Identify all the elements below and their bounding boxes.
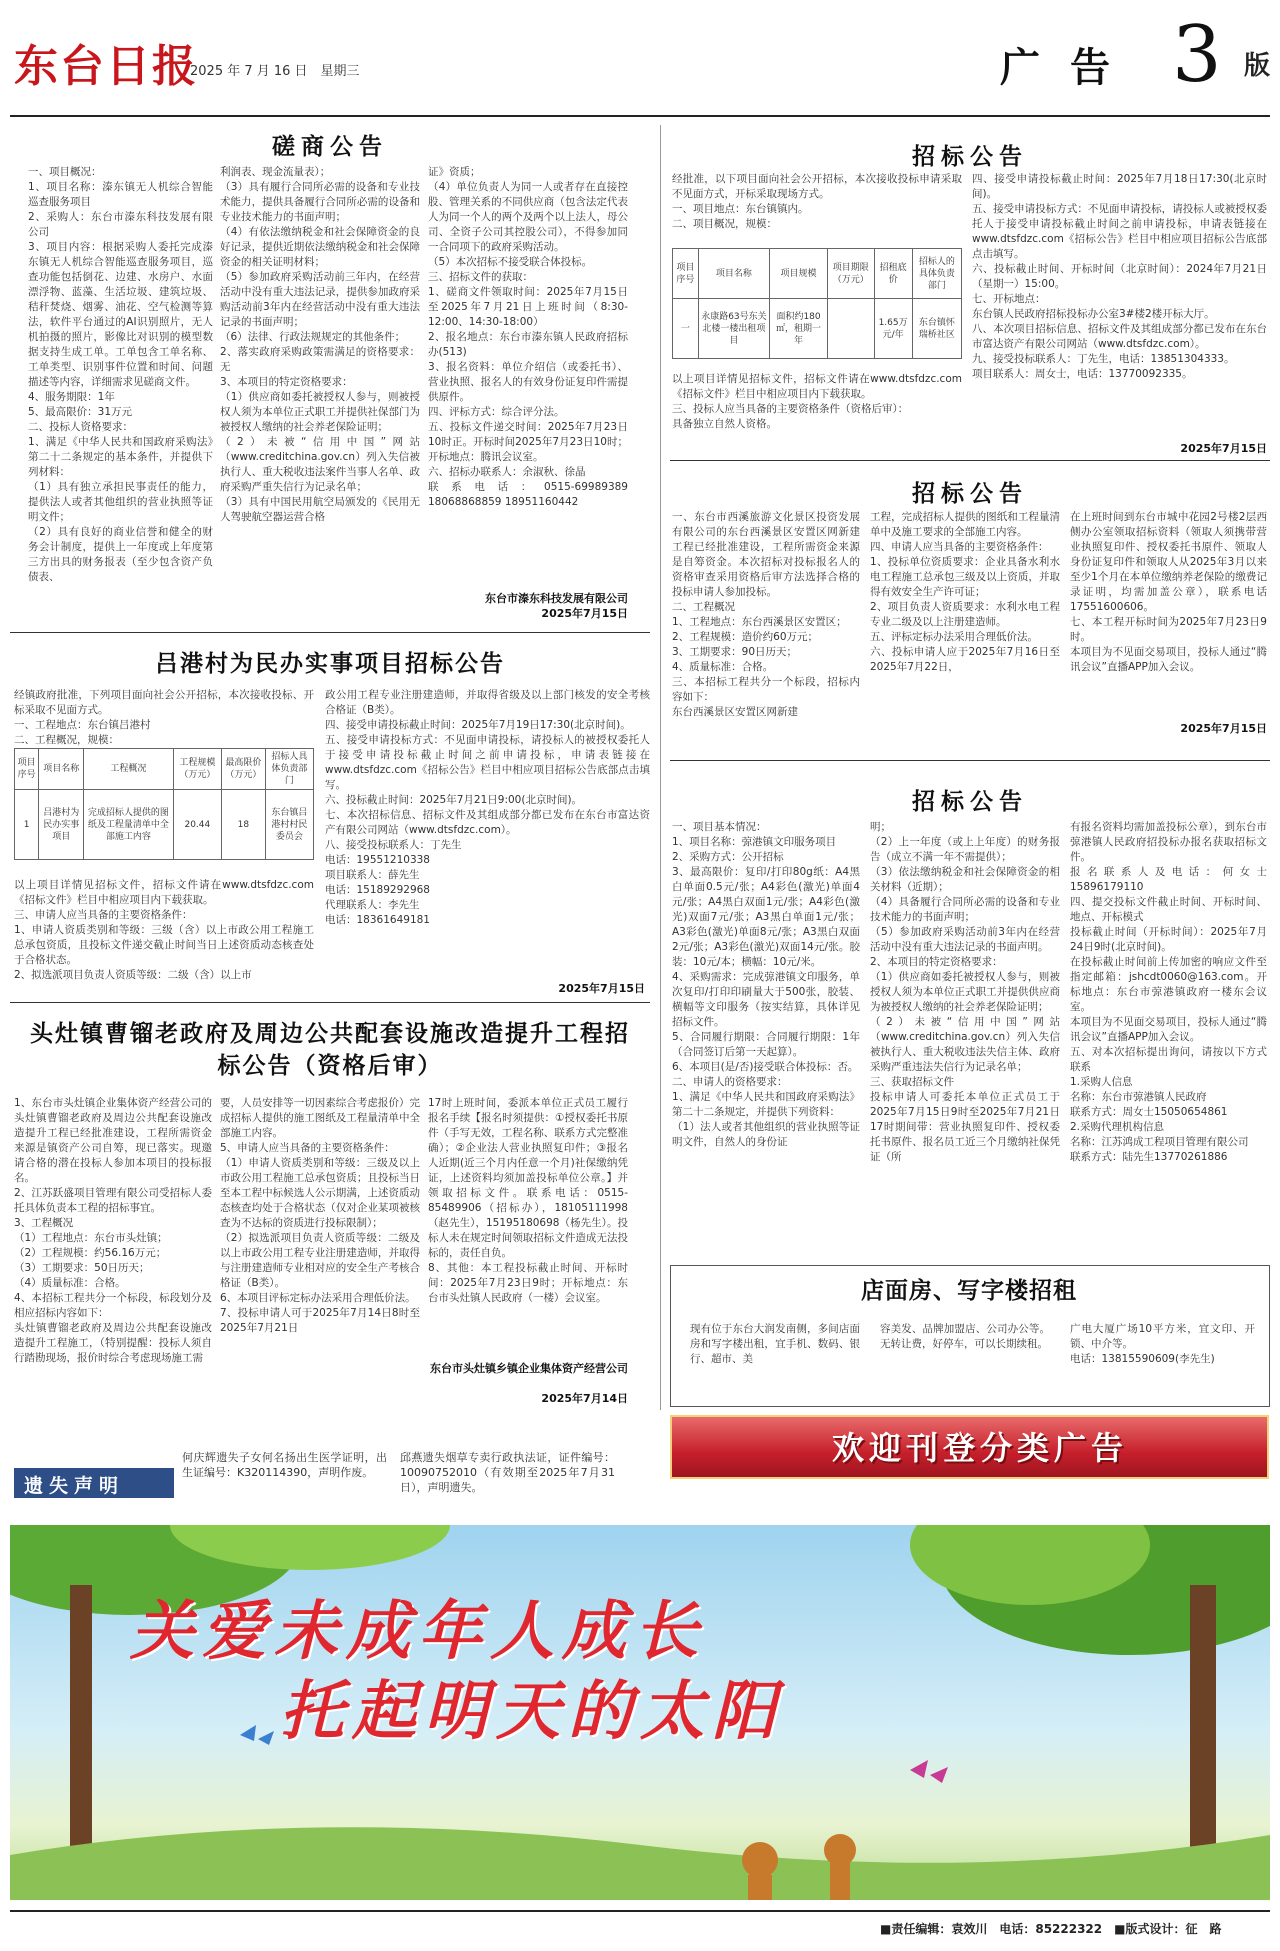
page-number: 3 <box>1172 10 1222 100</box>
table-cell: 1.65万元/年 <box>874 299 912 359</box>
footer-credits: ■责任编辑：袁效川 电话：85222322 ■版式设计：征 路 <box>880 1922 1222 1936</box>
table-cell: 完成招标人提供的图纸及工程量清单中全部施工内容 <box>84 790 173 860</box>
masthead-rule <box>10 115 1270 117</box>
lost-notice-label: 遗失声明 <box>24 1475 125 1497</box>
table-cell: 20.44 <box>173 790 221 860</box>
table-header: 招标人的具体负责部门 <box>912 249 961 299</box>
article-title: 招标公告 <box>912 789 1028 815</box>
article-title: 招标公告 <box>912 481 1028 507</box>
article-body: 工程，完成招标人提供的图纸和工程量清单中及施工要求的全部施工内容。 四、申请人应当具备的主要资格条件： 1、投标单位资质要求：企业具备水利水电工程施工总承包三级及以上资质，并取得有效安全生产许可证； 2、项目负责人资质要求：水利水电工程专业二级及以上注册建造师。 五、评标定标办法采用合理低价法。 六、投标申请人应于2025年7月16日至2025年7月22日， <box>870 511 1060 673</box>
tree-trunk-icon <box>1190 1585 1216 1885</box>
divider <box>670 760 1270 761</box>
article-title: 磋商公告 <box>272 134 388 160</box>
table-cell: 18 <box>222 790 266 860</box>
article-date: 2025年7月15日 <box>1180 722 1267 735</box>
article-body: 在上班时间到东台市城中花园2号楼2层西侧办公室领取招标资料（领取人须携带营业执照复印件、授权委托书原件、领取人身份证复印件和领取人从2025年3月以来至少1个月在本单位缴纳养老保险的缴费记录证明，均需加盖公章），联系电话17551600606。 七、本工程开标时间为2025年7月23日9时。 本项目为不见面交易项目，投标人通过“腾讯会议”直播APP加入会议。 <box>1070 511 1267 673</box>
table-header: 项目序号 <box>15 749 39 790</box>
table-cell: 吕港村为民办实事项目 <box>39 790 84 860</box>
article-date: 2025年7月15日 <box>558 982 645 995</box>
lost-notice-text: 邱燕遗失烟草专卖行政执法证，证件编号：10090752010（有效期至2025年7月31日），声明遗失。 <box>400 1451 615 1494</box>
article-date: 2025年7月15日 <box>541 607 628 620</box>
table-row <box>673 299 962 359</box>
article-body: 有报名资料均需加盖投标公章），到东台市弶港镇人民政府招投标办报名获取招标文件。 报名联系人及电话：何女士15896179110 四、提交投标文件截止时间、开标时间、地点、开标模式 投标截止时间（开标时间）：2025年7月24日9时(北京时间)。 在投标截止时间前上传加密的响应文件至指定邮箱：jshcdt0060@163.com。开标地点：东台市弶港镇政府一楼东会议室。 本项目为不见面交易项目，投标人通过“腾讯会议”直播APP加入会议。 五、对本次招标提出询问，请按以下方式联系 1.采购人信息 名称：东台市弶港镇人民政府 联系方式：周女士15050654861 2.采购代理机构信息 名称：江苏鸿成工程项目管理有限公司 联系方式：陆先生13770261886 <box>1070 821 1267 1163</box>
table-header: 招标人具体负责部门 <box>265 749 313 790</box>
article-body: 证》资质； （4）单位负责人为同一人或者存在直接控股、管理关系的不同供应商（包含法定代表人为同一个人的两个及两个以上法人，母公司、全资子公司其控股公司），不得参加同一合同项下的政府采购活动。 （5）本次招标不接受联合体投标。 三、招标文件的获取： 1、磋商文件领取时间：2025年7月15日至2025年7月21日上班时间（8:30-12:00、14:30-18:00） 2、报名地点：东台市溱东镇人民政府招标办(513) 3、报名资料：单位介绍信（或委托书）、营业执照、报名人的有效身份证复印件需提供原件。 四、评标方式：综合评分法。 五、投标文件递交时间：2025年7月23日10时正。开标时间2025年7月23日10时；开标地点：腾讯会议室。 六、招标办联系人：余淑秋、徐晶 联系电话：0515-69989389 18068868859 18951160442 <box>428 166 628 508</box>
table-header: 工程概况 <box>84 749 173 790</box>
divider <box>670 460 1270 461</box>
butterfly-icon <box>910 1760 948 1783</box>
article-body: 以上项目详情见招标文件，招标文件请在www.dtsfdzc.com《招标文件》栏目中相应项目内下载获取。 三、投标人应当具备的主要资格条件（资格后审）： 具备独立自然人资格。 <box>672 373 962 430</box>
lost-notice-text: 何庆辉遗失子女何名扬出生医学证明，出生证编号：K320114390，声明作废。 <box>182 1451 387 1479</box>
table-header: 工程规模（万元） <box>173 749 221 790</box>
tree-trunk-icon <box>70 1585 92 1885</box>
table-header-row <box>673 249 962 299</box>
child-silhouette-icon <box>824 1834 856 1866</box>
article-body: 政公用工程专业注册建造师，并取得省级及以上部门核发的安全考核合格证（B类）。 四、接受申请投标截止时间：2025年7月19日17:30(北京时间)。 五、接受申请投标方式：不见面申请投标，请投标人的被授权委托人于接受申请投标截止时间之前申请投标，申请表链接在www.dtsfdzc.com《招标公告》栏目中相应项目招标公告底部点击填写。 六、投标截止时间：2025年7月21日9:00(北京时间)。 七、本次招标信息、招标文件及其组成部分都已发布在东台市富达资产有限公司网站（www.dtsfdzc.com）。 八、接受投标联系人：丁先生 电话：19551210338 项目联系人：薛先生 电话：15189292968 代理联系人：李先生 电话：18361649181 <box>325 689 650 926</box>
article-body: 以上项目详情见招标文件，招标文件请在www.dtsfdzc.com《招标文件》栏目中相应项目内下载获取。 三、申请人应当具备的主要资格条件： 1、申请人资质类别和等级：三级（含）以上市政公用工程施工总承包资质，且投标文件递交截止时间当日上述资质动态核查处于合格状态。 2、拟选派项目负责人资质等级：二级（含）以上市 <box>14 879 314 981</box>
table-cell <box>828 299 875 359</box>
article-body: 利润表、现金流量表）； （3）具有履行合同所必需的设备和专业技术能力，提供具备履行合同所必需的设备和专业技术能力的书面声明； （4）有依法缴纳税金和社会保障资金的良好记录，提供近期依法缴纳税金和社会保障资金的相关证明材料； （5）参加政府采购活动前三年内，在经营活动中没有重大违法记录，提供参加政府采购活动前3年内在经营活动中没有重大违法记录的书面声明； （6）法律、行政法规规定的其他条件； 2、落实政府采购政策需满足的资格要求：无 3、本项目的特定资格要求： （1）供应商如委托被授权人参与，则被授权人须为本单位正式职工并提供社保部门为被授权人缴纳的社会养老保险证明； （2）未被“信用中国”网站（www.creditchina.gov.cn）列入失信被执行人、重大税收违法案件当事人名单、政府采购严重失信行为记录名单； （3）具有中国民用航空局颁发的《民用无人驾驶航空器运营合格 <box>220 166 420 523</box>
article-body: 经批准，以下项目面向社会公开招标，本次接收投标申请采取不见面方式，开标采取现场方式。 一、项目地点：东台镇镇内。 二、项目概况，规模： <box>672 173 962 230</box>
table-header: 最高限价（万元） <box>222 749 266 790</box>
column-divider <box>660 125 661 1410</box>
project-table <box>672 248 962 359</box>
article-body: 容美发、品牌加盟店、公司办公等。无转让费，好停车，可以长期续租。 <box>880 1323 1050 1350</box>
classified-ad-text: 欢迎刊登分类广告 <box>831 1429 1128 1467</box>
article-body: 现有位于东台大润发南侧，多间店面房和写字楼出租，宜手机、数码、银行、超市、美 <box>690 1323 860 1365</box>
table-cell: 东台镇吕港村村民委员会 <box>265 790 313 860</box>
table-cell: 永康路63号东关北楼一楼出租项目 <box>698 299 769 359</box>
article-body: 要，人员安排等一切因素综合考虑报价）完成招标人提供的施工图纸及工程量清单中全部施工内容。 5、申请人应当具备的主要资格条件： （1）申请人资质类别和等级：三级及以上市政公用工程施工总承包资质；且投标当日至本工程中标候选人公示期满，上述资质动态核查均处于合格状态（仅对企业某项被核查为不达标的资质进行投标限制）； （2）拟选派项目负责人资质等级：二级及以上市政公用工程专业注册建造师，并取得与注册建造师专业相对应的安全生产考核合格证（B类）。 6、本项目评标定标办法采用合理低价法。 7、投标申请人可于2025年7月14日8时至2025年7月21日 <box>220 1097 420 1334</box>
article-body: 一、东台市西溪旅游文化景区投资发展有限公司的东台西溪景区安置区网新建工程已经批准建设，工程所需资金来源是自筹资金。本次招标对投标报名人的资格审查采用资格后审方法选择合格的投标申请人参加投标。 二、工程概况 1、工程地点：东台西溪景区安置区； 2、工程规模：造价约60万元； 3、工期要求：90日历天； 4、质量标准：合格。 三、本招标工程共分一个标段，招标内容如下： 东台西溪景区安置区网新建 <box>672 511 860 718</box>
butterfly-icon <box>240 1725 274 1745</box>
article-body: 一、项目基本情况： 1、项目名称：弶港镇文印服务项目 2、采购方式：公开招标 3、最高限价：复印/打印80g纸：A4黑白单面0.5元/张；A4彩色(激光)单面4元/张；A4黑白双面1元/张；A4彩色(激光)双面7元/张；A3黑白单面1元/张；A3彩色(激光)单面8元/张；A3黑白双面2元/张；A3彩色(激光)双面14元/张。胶装：10元/本；横幅：10元/米。 4、采购需求：完成弶港镇文印服务，单次复印/打印印刷量大于500张，胶装、横幅等文印服务（按实结算，具体详见招标文件。 5、合同履行期限：合同履行期限：1年（合同签订后第一天起算）。 6、本项目(是/否)接受联合体投标：否。 二、申请人的资格要求： 1、满足《中华人民共和国政府采购法》第二十二条规定，并提供下列资料： （1）法人或者其他组织的营业执照等证明文件，自然人的身份证 <box>672 821 860 1148</box>
article-signature: 东台市溱东科技发展有限公司 <box>485 592 628 605</box>
table-cell: 东台镇怀瑞桥社区 <box>912 299 961 359</box>
article-body: 一、项目概况： 1、项目名称：溱东镇无人机综合智能巡查服务项目 2、采购人：东台市溱东科技发展有限公司 3、项目内容：根据采购人委托完成溱东镇无人机综合智能巡查服务项目，巡查功能包括倒花、边建、水房户、水面漂浮物、蓝藻、生活垃圾、建筑垃圾、秸秆焚烧、烟雾、油花、空气检测等算法，软件平台通过的AI识别照片，无人机拍摄的照片，影像比对识别的模型数据支持生成工单。工单包含工单名称、工单类型、识别事件位置和时间、问题描述等内容，详细需求见磋商文件。 4、服务期限：1年 5、最高限价：31万元 二、投标人资格要求： 1、满足《中华人民共和国政府采购法》第二十二条规定的基本条件，并提供下列材料： （1）具有独立承担民事责任的能力，提供法人或者其他组织的营业执照等证明文件； （2）具有良好的商业信誉和健全的财务会计制度，提供上一年度或上年度第三方出具的财务报表（至少包含资产负债表、 <box>28 166 213 583</box>
article-signature: 东台市头灶镇乡镇企业集体资产经营公司 <box>430 1362 628 1375</box>
table-header: 项目规模 <box>770 249 828 299</box>
child-silhouette-icon <box>742 1842 778 1878</box>
table-header: 项目期限（万元） <box>828 249 875 299</box>
table-header: 招租底价 <box>874 249 912 299</box>
banner-slogan: 关爱未成年人成长 <box>130 1595 706 1669</box>
table-header: 项目名称 <box>698 249 769 299</box>
table-header: 项目序号 <box>673 249 699 299</box>
article-title: 店面房、写字楼招租 <box>861 1278 1077 1304</box>
table-row <box>15 790 314 860</box>
newspaper-logo: 东台日报 <box>14 41 198 92</box>
section-name: 广告 <box>1000 45 1140 91</box>
article-title: 头灶镇曹镏老政府及周边公共配套设施改造提升工程招标公告（资格后审） <box>30 1021 630 1079</box>
article-date: 2025年7月14日 <box>541 1392 628 1405</box>
table-cell: 一 <box>673 299 699 359</box>
project-table <box>14 748 314 860</box>
article-title: 吕港村为民办实事项目招标公告 <box>155 651 505 677</box>
page-suffix: 版 <box>1244 51 1271 81</box>
article-body: 17时上班时间，委派本单位正式员工履行报名手续【报名时须提供：①授权委托书原件（手写无效，工程名称、联系方式完整准确）；②企业法人营业执照复印件；③报名人近期(近三个月内任意一个月)社保缴纳凭证，上述资料均须加盖投标单位公章。】并领取招标文件。联系电话：0515-85489906（招标办），18105111998（赵先生），15195180698（杨先生）。投标人未在规定时间领取招标文件造成无法投标的，责任自负。 8、其他：本工程投标截止时间、开标时间：2025年7月23日9时；开标地点：东台市头灶镇人民政府（一楼）会议室。 <box>428 1097 628 1304</box>
article-body: 广电大厦广场10平方米，宜文印、开锁、中介等。 电话：13815590609(李先生) <box>1070 1323 1255 1365</box>
article-body: 1、东台市头灶镇企业集体资产经营公司的头灶镇曹镏老政府及周边公共配套设施改造提升工程已经批准建设，工程所需资金来源是镇资产公司自筹，现已落实。现邀请合格的潜在投标人参加本项目的投标报名。 2、江苏跃盛项目管理有限公司受招标人委托具体负责本工程的招标事宜。 3、工程概况 （1）工程地点：东台市头灶镇； （2）工程规模：约56.16万元； （3）工期要求：50日历天； （4）质量标准：合格。 4、本招标工程共分一个标段，标段划分及相应招标内容如下： 头灶镇曹镏老政府及周边公共配套设施改造提升工程施工，（特别提醒：投标人须自行踏勘现场，报价时综合考虑现场施工需 <box>14 1097 212 1364</box>
divider <box>10 1002 650 1003</box>
divider <box>10 632 650 633</box>
article-body: 四、接受申请投标截止时间：2025年7月18日17:30(北京时间)。 五、接受申请投标方式：不见面申请投标，请投标人或被授权委托人于接受申请投标截止时间之前申请投标，申请表链接在www.dtsfdzc.com《招标公告》栏目中相应项目招标公告底部点击填写。 六、投标截止时间、开标时间（北京时间）：2024年7月21日（星期一）15:00。 七、开标地点： 东台镇人民政府招标投标办公室3#楼2楼开标大厅。 八、本次项目招标信息、招标文件及其组成部分都已发布在东台市富达资产有限公司网站（www.dtsfdzc.com）。 九、接受投标联系人：丁先生，电话：13851304333。 项目联系人：周女士，电话：13770092335。 <box>972 173 1267 380</box>
grass-icon <box>10 1827 1270 1900</box>
article-title: 招标公告 <box>912 144 1028 170</box>
article-date: 2025年7月15日 <box>1180 442 1267 455</box>
table-cell: 1 <box>15 790 39 860</box>
article-body: 经镇政府批准，下列项目面向社会公开招标，本次接收投标、开标采取不见面方式。 一、工程地点：东台镇吕港村 二、工程概况，规模： <box>14 689 314 746</box>
table-cell: 面积约180㎡，租期一年 <box>770 299 828 359</box>
issue-date: 2025 年 7 月 16 日 星期三 <box>190 64 360 79</box>
banner-slogan: 托起明天的太阳 <box>280 1675 784 1749</box>
table-header-row <box>15 749 314 790</box>
table-header: 项目名称 <box>39 749 84 790</box>
article-body: 明； （2）上一年度（或上上年度）的财务报告（成立不满一年不需提供）； （3）依法缴纳税金和社会保障资金的相关材料（近期）； （4）具备履行合同所必需的设备和专业技术能力的书面声明； （5）参加政府采购活动前3年内在经营活动中没有重大违法记录的书面声明。 2、本项目的特定资格要求： （1）供应商如委托被授权人参与，则被授权人须为本单位正式职工并提供供应商为被授权人缴纳的社会养老保险证明； （2）未被“信用中国”网站（www.creditchina.gov.cn）列入失信被执行人、重大税收违法失信主体、政府采购严重违法失信行为记录名单； 三、获取招标文件 投标申请人可委托本单位正式员工于2025年7月15日9时至2025年7月21日17时期间带：营业执照复印件、授权委托书原件、报名员工近三个月缴纳社保凭证（所 <box>870 821 1060 1163</box>
